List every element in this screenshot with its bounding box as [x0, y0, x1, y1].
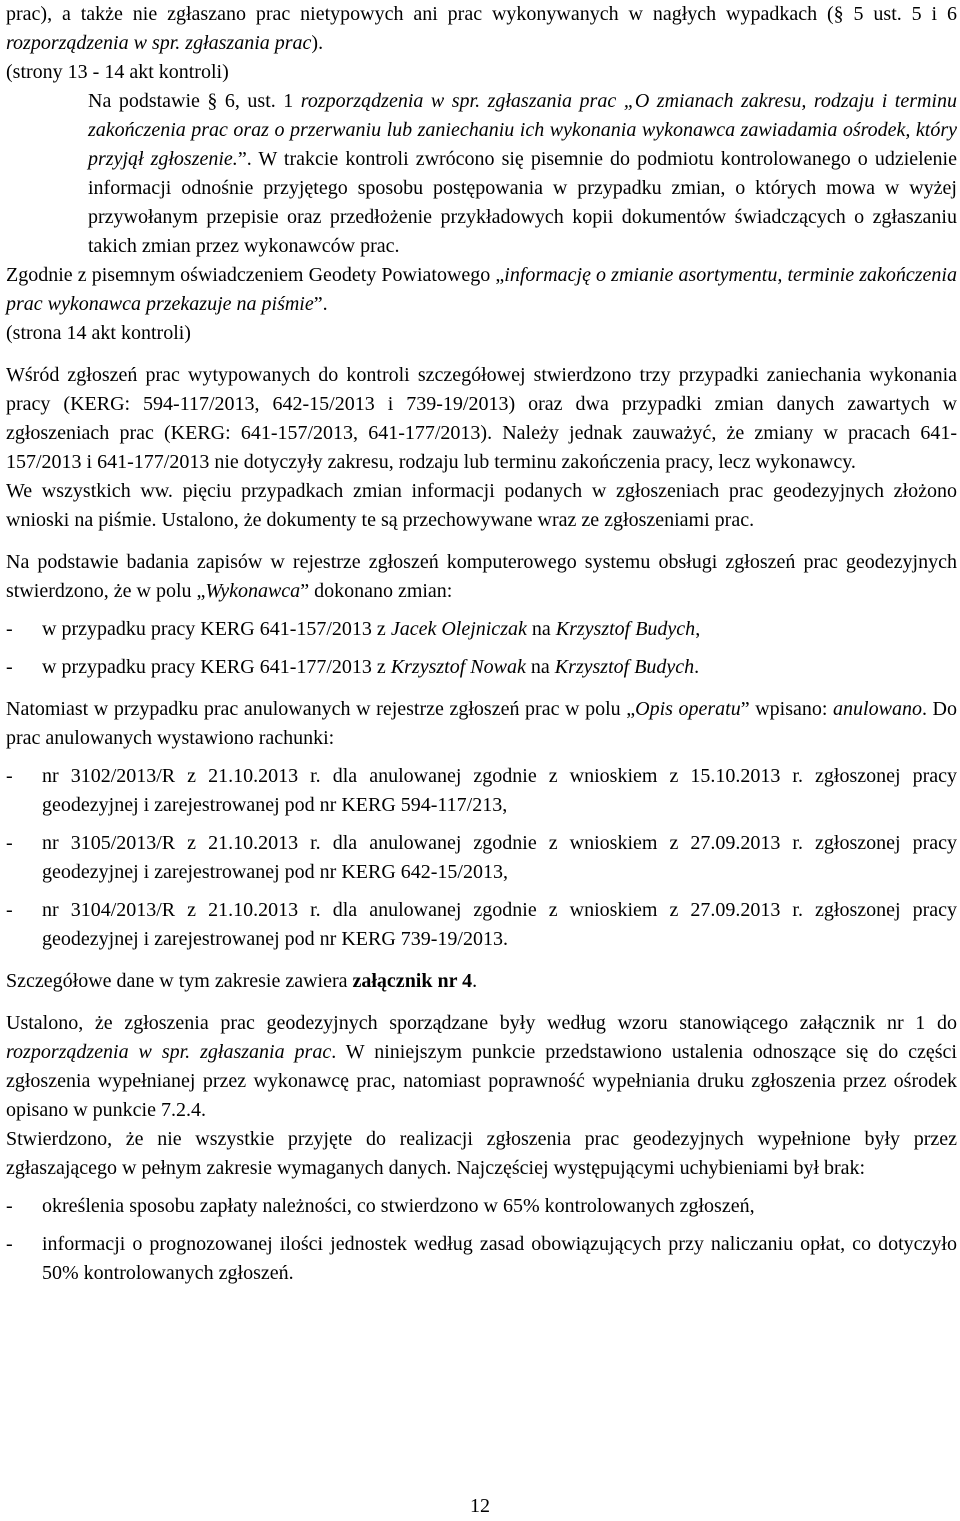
- paragraph-register: Na podstawie badania zapisów w rejestrze zgłoszeń komputerowego systemu obsługi zgłoszeń prac geodezyjnych stwierdzono, że w polu „Wykonawca” dokonano zmian:: [6, 551, 957, 602]
- page-number: 12: [470, 1495, 490, 1517]
- deficiencies-list: [6, 1192, 957, 1288]
- paragraph-deficiencies: Stwierdzono, że nie wszystkie przyjęte do realizacji zgłoszenia prac geodezyjnych wypełnione były przez zgłaszającego w pełnym zakresie wymaganych danych. Najczęściej występującymi uchybieniami był brak:: [6, 1128, 957, 1179]
- list-item: - w przypadku pracy KERG 641-157/2013 z Jacek Olejniczak na Krzysztof Budych,: [6, 618, 701, 640]
- paragraph-attachment: Szczegółowe dane w tym zakresie zawiera załącznik nr 4.: [6, 970, 478, 992]
- list-item: - informacji o prognozowanej ilości jednostek według zasad obowiązujących przy naliczaniu opłat, co dotyczyło 50% kontrolowanych zgłoszeń.: [6, 1233, 957, 1284]
- paragraph-continuation: prac), a także nie zgłaszano prac nietypowych ani prac wykonywanych w nagłych wypadkach (§ 5 ust. 5 i 6 rozporządzenia w spr. zgłaszania prac).: [6, 3, 957, 54]
- list-item: - nr 3102/2013/R z 21.10.2013 r. dla anulowanej zgodnie z wnioskiem z 15.10.2013 r. zgłoszonej pracy geodezyjnej i zarejestrowanej pod nr KERG 594-117/213,: [6, 765, 957, 816]
- list-item: - określenia sposobu zapłaty należności, co stwierdzono w 65% kontrolowanych zgłoszeń,: [6, 1195, 755, 1217]
- changes-list: [6, 615, 957, 682]
- reference-note: (strona 14 akt kontroli): [6, 322, 191, 344]
- list-item: - nr 3105/2013/R z 21.10.2013 r. dla anulowanej zgodnie z wnioskiem z 27.09.2013 r. zgłoszonej pracy geodezyjnej i zarejestrowanej pod nr KERG 642-15/2013,: [6, 832, 957, 883]
- list-item: - w przypadku pracy KERG 641-177/2013 z Krzysztof Nowak na Krzysztof Budych.: [6, 656, 700, 678]
- paragraph-regulation: Na podstawie § 6, ust. 1 rozporządzenia w spr. zgłaszania prac „O zmianach zakresu, rodzaju i terminu zakończenia prac oraz o przerwaniu lub zaniechaniu ich wykonania wykonawca zawiadamia ośrodek, który przyjął zgłoszenie.”. W trakcie kontroli zwrócono się pisemnie do podmiotu kontrolowanego o udzielenie informacji odnośnie przyjętego sposobu postępowania w przypadku zmian, o których mowa w wyżej przywołanym przepisie oraz przedłożenie przykładowych kopii dokumentów świadczących o zgłaszaniu takich zmian przez wykonawców prac.: [88, 90, 957, 257]
- reference-note: (strony 13 - 14 akt kontroli): [6, 61, 229, 83]
- paragraph-findings-2: We wszystkich ww. pięciu przypadkach zmian informacji podanych w zgłoszeniach prac geodezyjnych złożono wnioski na piśmie. Ustalono, że dokumenty te są przechowywane wraz ze zgłoszeniami prac.: [6, 480, 957, 531]
- paragraph-findings: Wśród zgłoszeń prac wytypowanych do kontroli szczegółowej stwierdzono trzy przypadki zaniechania wykonania pracy (KERG: 594-117/2013, 642-15/2013 i 739-19/2013) oraz dwa przypadki zmian danych zawartych w zgłoszeniach prac (KERG: 641-157/2013, 641-177/2013). Należy jednak zauważyć, że zmiany w pracach 641-157/2013 i 641-177/2013 nie dotyczyły zakresu, rodzaju lub terminu zakończenia pracy, lecz wykonawcy.: [6, 364, 957, 473]
- list-item: - nr 3104/2013/R z 21.10.2013 r. dla anulowanej zgodnie z wnioskiem z 27.09.2013 r. zgłoszonej pracy geodezyjnej i zarejestrowanej pod nr KERG 739-19/2013.: [6, 899, 957, 950]
- invoices-list: [6, 762, 957, 954]
- paragraph-cancelled: Natomiast w przypadku prac anulowanych w rejestrze zgłoszeń prac w polu „Opis operatu” wpisano: anulowano. Do prac anulowanych wystawiono rachunki:: [6, 698, 957, 749]
- paragraph-form: Ustalono, że zgłoszenia prac geodezyjnych sporządzane były według wzoru stanowiącego załącznik nr 1 do rozporządzenia w spr. zgłaszania prac. W niniejszym punkcie przedstawiono ustalenia odnoszące się do części zgłoszenia wypełnianej przez wykonawcę prac, natomiast poprawność wypełniania druku zgłoszenia przez ośrodek opisano w punkcie 7.2.4.: [6, 1012, 957, 1121]
- document-page: [6, 0, 957, 1288]
- paragraph-statement: Zgodnie z pisemnym oświadczeniem Geodety Powiatowego „informację o zmianie asortymentu, terminie zakończenia prac wykonawca przekazuje na piśmie”.: [6, 264, 957, 315]
